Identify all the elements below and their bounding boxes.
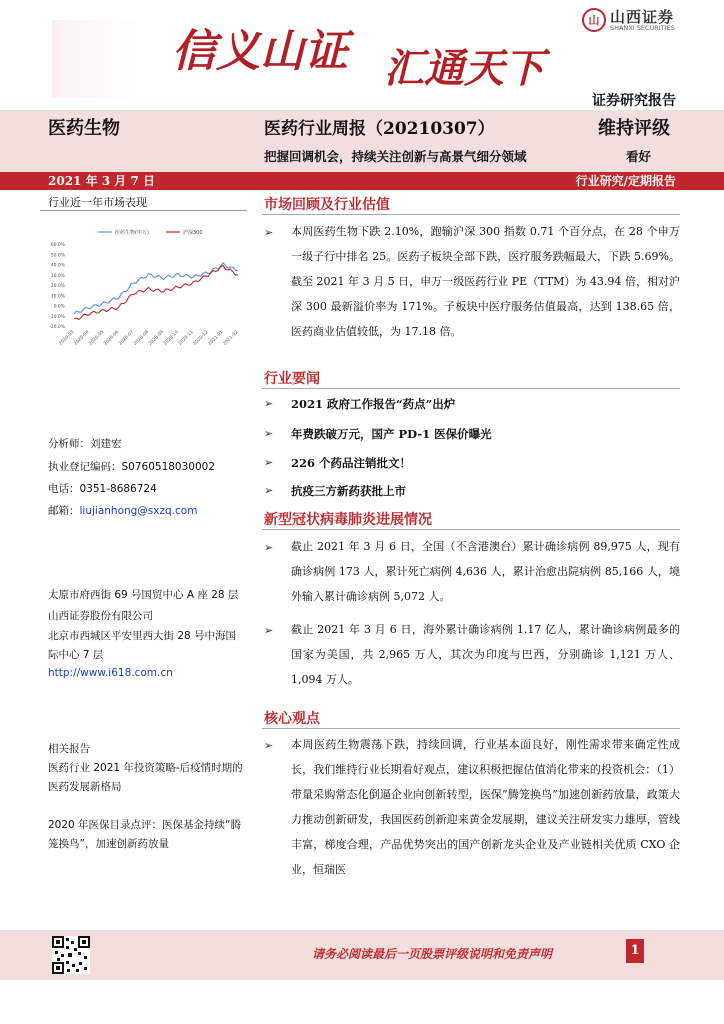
x-tick-label: 2020-10: [162, 329, 180, 347]
email-row: [48, 503, 197, 518]
x-tick-label: 2020-11: [177, 329, 195, 347]
divider: [262, 214, 680, 215]
y-tick-label: 60.0%: [50, 243, 65, 248]
qr-code-icon: [52, 936, 90, 974]
report-category: 行业研究/定期报告: [575, 174, 676, 188]
document-title: 医药行业周报（20210307）: [264, 119, 495, 139]
rating-label: 维持评级: [598, 118, 670, 139]
document-subtitle: 把握回调机会，持续关注创新与高景气细分领域: [264, 149, 527, 164]
y-tick-label: -20.0%: [49, 325, 65, 330]
y-tick-label: 0.0%: [53, 304, 65, 310]
related-report-1[interactable]: 医药行业 2021 年投资策略-后疫情时期的医药发展新格局: [48, 762, 243, 793]
registration-code: 执业登记编码：S0760518030002: [48, 461, 216, 473]
bullet-arrow-icon: ➢: [264, 484, 274, 497]
related-report-2[interactable]: 2020 年医保目录点评：医保基金持续“腾笼换鸟”，加速创新药放量: [48, 819, 241, 850]
y-tick-label: 50.0%: [50, 253, 65, 259]
x-tick-label: 2020-09: [148, 329, 165, 347]
analyst: 分析师：刘建宏: [48, 438, 122, 450]
divider: [262, 529, 680, 530]
y-tick-label: 30.0%: [50, 273, 65, 279]
x-tick-label: 2020-04: [73, 329, 91, 347]
news-item-4[interactable]: 抗疫三方新药获批上市: [291, 484, 406, 498]
y-tick-label: 10.0%: [50, 294, 65, 300]
slogan-right: 汇通天下: [384, 45, 544, 92]
address-line-2: 山西证券股份有限公司: [48, 610, 153, 622]
email-label: 邮箱：: [48, 505, 80, 517]
address-line-3: 北京市西城区平安里西大街 28 号中海国: [48, 630, 237, 642]
phone: 电话：0351-8686724: [48, 483, 157, 495]
related-reports-title: 相关报告: [48, 743, 90, 755]
report-date: 2021 年 3 月 7 日: [48, 174, 155, 188]
core-view-text: 本周医药生物震荡下跌，持续回调，行业基本面良好，刚性需求带来确定性成长，我们维持行业长期看好观点，建议积极把握估值消化带来的投资机会：（1）带量采购常态化倒逼企业向创新转型，医保“腾笼换鸟”加速创新药放量，政策大力推动创新研发，我国医药创新迎来黄金发展期，建议关注研发实力雄厚，管线丰富，梯度合理，产品优势突出的国产创新龙头企业及产业链相关优质 CXO 企业，恒瑞医: [291, 738, 680, 876]
x-tick-label: 2020-06: [103, 329, 121, 347]
logo-english: SHANXI SECURITIES: [610, 24, 675, 32]
covid-domestic-text: 截止 2021 年 3 月 6 日，全国（不含港澳台）累计确诊病例 89,975 人，现有确诊病例 173 人，累计死亡病例 4,636 人，累计治愈出院病例 85,166 人，境外输入累计确诊病例 5,072 人。: [291, 540, 680, 603]
bullet-arrow-icon: ➢: [264, 739, 274, 752]
y-tick-label: 40.0%: [50, 263, 65, 269]
x-tick-label: 2020-12: [192, 329, 210, 347]
logo-icon: 山: [582, 8, 606, 32]
section-market-review: 市场回顾及行业估值: [264, 197, 390, 213]
market-performance-chart: [40, 222, 250, 362]
address-line-1: 太原市府西街 69 号国贸中心 A 座 28 层: [48, 589, 239, 601]
x-tick-label: 2021-02: [222, 329, 240, 347]
report-type: 证券研究报告: [592, 93, 676, 109]
news-item-3[interactable]: 226 个药品注销批文！: [291, 456, 412, 470]
bullet-arrow-icon: ➢: [264, 456, 274, 469]
bullet-arrow-icon: ➢: [264, 397, 274, 410]
y-tick-label: 20.0%: [50, 284, 65, 289]
x-tick-label: 2021-01: [207, 329, 225, 347]
x-tick-label: 2020-07: [118, 329, 136, 347]
company-logo: [582, 5, 714, 35]
bullet-arrow-icon: ➢: [264, 427, 274, 440]
series-line: [74, 266, 238, 320]
section-industry-news: 行业要闻: [264, 371, 320, 387]
bullet-arrow-icon: ➢: [264, 624, 274, 637]
section-covid-progress: 新型冠状病毒肺炎进展情况: [264, 512, 432, 528]
email-link[interactable]: liujianhong@sxzq.com: [79, 505, 198, 517]
disclaimer-text: 请务必阅读最后一页股票评级说明和免责声明: [312, 947, 553, 961]
legend-label: 医药生物(申万): [115, 230, 149, 236]
news-item-2[interactable]: 年费跌破万元，国产 PD-1 医保价曝光: [291, 427, 492, 441]
section-core-view: 核心观点: [264, 711, 320, 727]
address-line-4: 际中心 7 层: [48, 649, 104, 661]
y-tick-label: -10.0%: [49, 314, 65, 320]
divider: [262, 388, 680, 389]
chart-caption: 行业近一年市场表现: [48, 196, 147, 209]
page-number: 1: [626, 939, 644, 963]
website-link[interactable]: http://www.i618.com.cn: [48, 667, 173, 679]
divider: [262, 728, 680, 729]
x-tick-label: 2020-08: [133, 329, 150, 347]
x-tick-label: 2020-03: [58, 329, 76, 347]
rating-value: 看好: [626, 149, 652, 164]
divider: [40, 210, 247, 211]
legend-label: 沪深300: [183, 230, 203, 236]
sector-name: 医药生物: [48, 118, 120, 139]
covid-overseas-text: 截止 2021 年 3 月 6 日，海外累计确诊病例 1.17 亿人，累计确诊病例最多的国家为美国，共 2,965 万人，其次为印度与巴西，分别确诊 1,121 万人、1,094 万人。: [291, 623, 680, 686]
bullet-arrow-icon: ➢: [264, 226, 274, 239]
market-review-text: 本周医药生物下跌 2.10%，跑输沪深 300 指数 0.71 个百分点，在 28 个申万一级子行中排名 25。医药子板块全部下跌，医疗服务跌幅最大，下跌 5.69%。截至 2021 年 3 月 5 日，申万一级医药行业 PE（TTM）为 43.94 倍，相对沪深 300 最新溢价率为 171%。子板块中医疗服务估值最高，达到 138.65 倍，医药商业估值较低，为 17.18 倍。: [291, 225, 680, 338]
x-tick-label: 2020-05: [88, 329, 106, 347]
news-item-1[interactable]: 2021 政府工作报告“药点”出炉: [291, 397, 456, 411]
bullet-arrow-icon: ➢: [264, 541, 274, 554]
slogan-left: 信义山证: [172, 26, 348, 77]
logo-name: 山西证券: [610, 8, 675, 26]
slogan-banner: [52, 20, 652, 98]
